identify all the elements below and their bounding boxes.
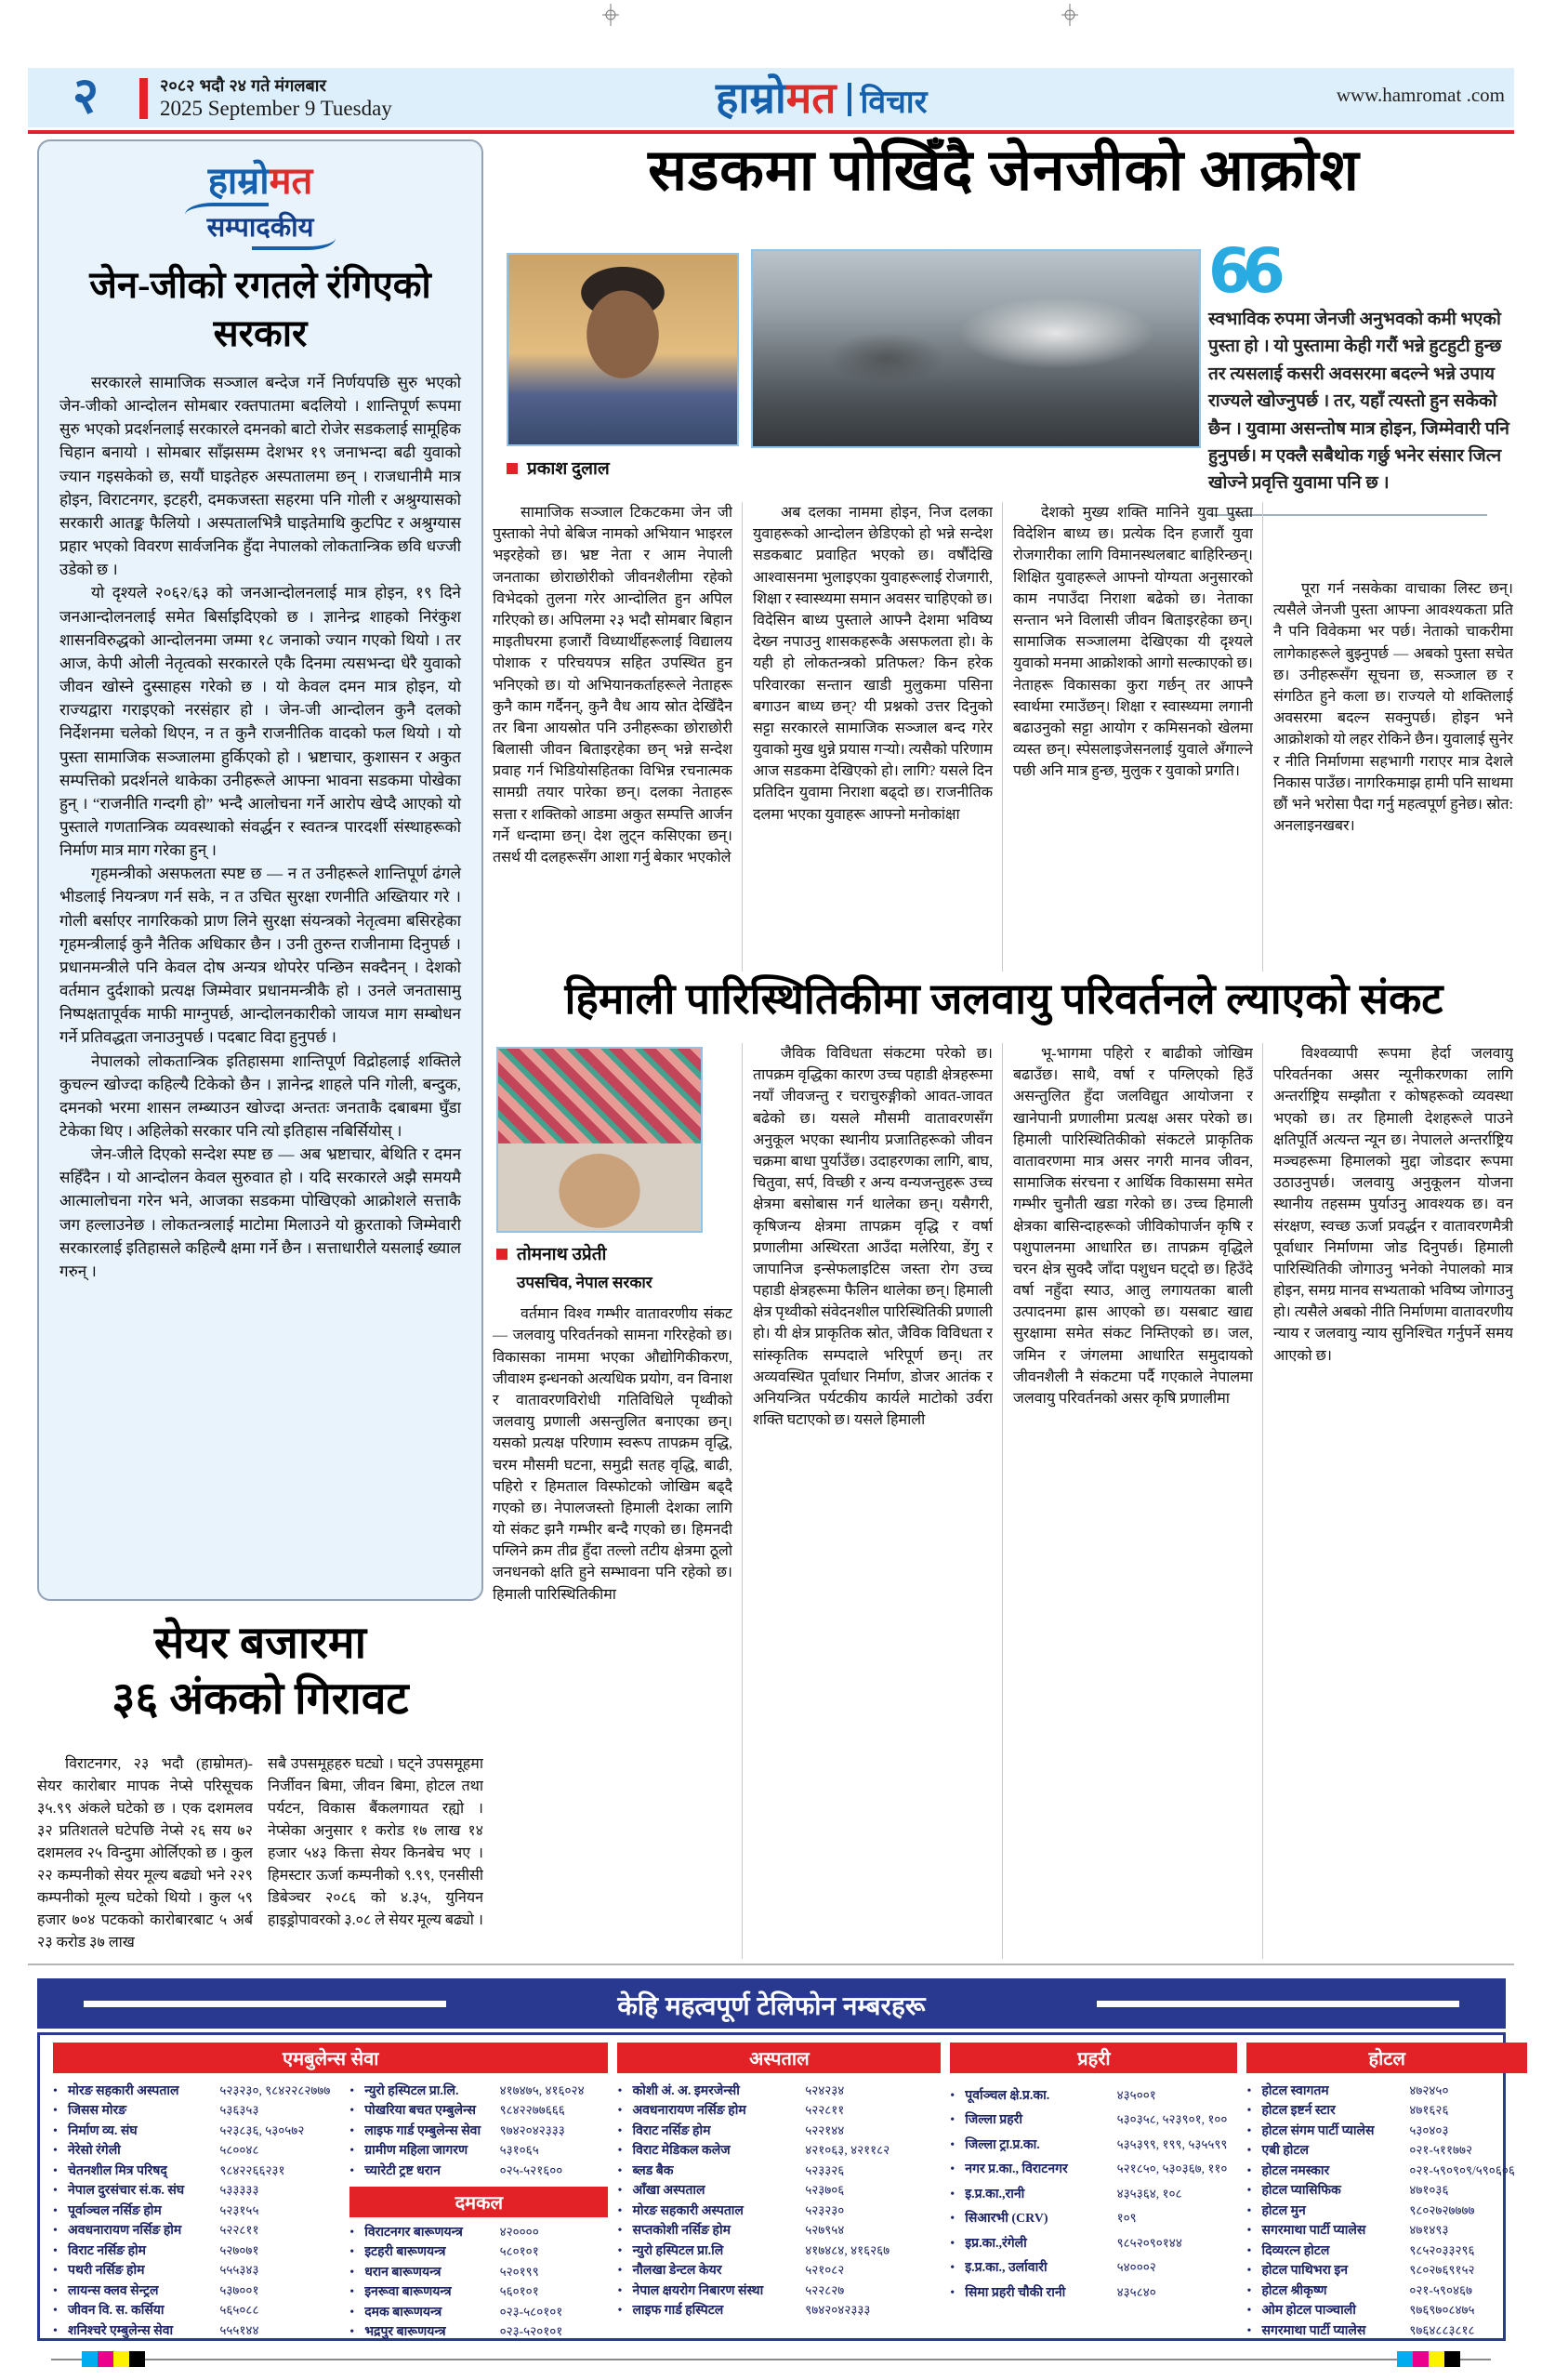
- editorial-paragraph: नेपालको लोकतान्त्रिक इतिहासमा शान्तिपूर्ण विद्रोहलाई शक्तिले कुचल्न खोज्दा कहिल्यै टिकेको छैन । ज्ञानेन्द्र शाहले पनि गोली, बन्दुक, दमनको भरमा शासन लम्ब्याउन खोज्दा अन्ततः जनताकै दबाबमा घुँडा टेकेका थिए । अहिलेको सरकार पनि त्यो इतिहास नबिर्सियोस् ।: [59, 1051, 461, 1140]
- phone-entry: • निर्माण व्य. संघ ५२३८३६, ५३०५७२: [53, 2122, 305, 2138]
- phone-entry: • होटल इष्टर्न स्टार ४७१६२६: [1246, 2103, 1449, 2118]
- phone-entry: • होटल प्यासिफिक ४७१०३६: [1246, 2183, 1449, 2198]
- header-red-bar: [139, 78, 148, 119]
- editorial-title: जेन-जीको रगतले रंगिएको सरकार: [89, 264, 431, 354]
- phone-entry: • पूर्वाञ्चल क्षे.प्र.का. ४३५००१: [950, 2087, 1156, 2103]
- phone-entry: • दिव्यरत्न होटल ९८५२०३३२९६: [1246, 2242, 1475, 2258]
- date-english: 2025 September 9 Tuesday: [160, 97, 392, 120]
- phone-entry: • जिल्ला प्रहरी ५३०३५८, ५२३९०१, १००: [950, 2112, 1228, 2127]
- quote-text: स्वभाविक रुपमा जेनजी अनुभवको कमी भएको पुस्ता हो । यो पुस्तामा केही गरौं भन्ने हुटहुटी हुन्छ तर त्यसलाई कसरी अवसरमा बदल्ने भन्ने उपाय राज्यले खोज्नुपर्छ । तर, यहाँ त्यस्तो हुन सकेको छैन । युवामा असन्तोष मात्र होइन, जिम्मेवारी पनि हुनुपर्छ। म एक्लै सबैथोक गर्छु भनेर संसार जित्न खोज्ने प्रवृत्ति युवामा पनि छ ।: [1208, 309, 1509, 494]
- author-photo-prakash: [507, 253, 739, 446]
- phone-entry: • मोरङ सहकारी अस्पताल ५२३२३०: [617, 2202, 845, 2218]
- phone-entry: • होटल मुन ९८०२७२७७७७: [1246, 2202, 1475, 2218]
- share-column-2: सबै उपसमूहहरु घट्यो । घट्ने उपसमूहमा निर्जीवन बिमा, जीवन बिमा, होटल तथा पर्यटन, विकास बैंकलगायत रह्यो । नेप्सेका अनुसार १ करोड १७ लाख १४ हजार ५४३ कित्ता सेयर किनबेच भए । हिमस्टार ऊर्जा कम्पनीको ९.९९, एनसीसी डिबेञ्चर २०८६ को ४.३५, युनियन हाइड्रोपावरको ३.०८ ले सेयर मूल्य बढ्यो ।: [268, 1756, 483, 1928]
- share-headline-line1: सेयर बजारमा: [153, 1619, 367, 1668]
- masthead-part1: हाम्रो: [716, 73, 786, 122]
- hotel-list: [1246, 2079, 1526, 2343]
- phone-entry: • कोशी अं. अ. इमरजेन्सी ५२४२३४: [617, 2082, 845, 2098]
- fire-list: [349, 2223, 608, 2341]
- editorial-paragraph: यो दृश्यले २०६२/६३ को जनआन्दोलनलाई मात्र होइन, १९ दिने जनआन्दोलनलाई समेत बिर्साइदिएको छ । ज्ञानेन्द्र शाहको निरंकुश शासनविरुद्धको आन्दोलनमा जम्मा १८ जनाको ज्यान गएको थियो । तर आज, केपी ओली नेतृत्वको सरकारले एकै दिनमा त्यसभन्दा धेरै युवाको जीवन खोस्ने दुस्साहस गरेको छ । यो केवल दमन मात्र होइन, यो राज्यद्वारा गराइएको नरसंहार हो । जेन-जी आन्दोलन कुनै दलको निर्देशनमा चलेको थिएन, न त कुनै राजनीतिक वादको फल थियो । यो पुस्ता सामाजिक सञ्जालमा हुर्किएको हो । भ्रष्टाचार, कुशासन र अकुत सम्पत्तिको प्रदर्शनले थाकेका उनीहरूले आफ्ना भावना सडकमा पोखेका हुन् । “राजनीति गन्दगी हो” भन्दै आलोचना गर्ने आरोप खेप्दै आएको यो पुस्ताले गणतान्त्रिक व्यवस्थाको संवर्द्धन र स्वतन्त्र पारदर्शी संस्थाहरूको निर्माण मात्र माग गरेका हुन् ।: [59, 584, 461, 860]
- author-photo-somnath: [496, 1047, 703, 1233]
- phone-entry: • इटहरी बारूणयन्त्र ५८०१०१: [349, 2244, 539, 2259]
- phone-table-titlebar: [37, 1978, 1506, 2029]
- author-name: तोमनाथ उप्रेती: [517, 1245, 607, 1264]
- title-dash: [1097, 2001, 1459, 2007]
- column-rule: [1262, 1043, 1263, 1959]
- phone-entry: • होटल नमस्कार ०२१-५९०९०९/५९०६०६: [1246, 2162, 1515, 2178]
- phone-entry: • सप्तकोशी नर्सिङ होम ५२७९५४: [617, 2223, 845, 2238]
- share-article-body: [37, 1753, 483, 1962]
- editorial-logo-part1: हाम्रो: [207, 161, 270, 202]
- phone-entry: • ब्लड बैक ५२३३२६: [617, 2162, 845, 2178]
- editorial-paragraph: सरकारले सामाजिक सञ्जाल बन्देज गर्ने निर्णयपछि सुरु भएको जेन-जीको आन्दोलन सोमबार रक्तपातमा बदलियो । शान्तिपूर्ण रूपमा सुरु भएको प्रदर्शनलाई सरकारले दमनको बाटो रोजेर सडकलाई सामूहिक चिहान बनायो । सोमबार साँझसम्म देशभर १९ जनाभन्दा बढी युवाको ज्यान गइसकेको छ, सयौं घाइतेहरु अस्पतालमा छन् । राजधानीमै मात्र होइन, विराटनगर, इटहरी, दमकजस्ता सहरमा पनि गोली र अश्रुग्यासको सरकारी आतङ्क फैलियो । अस्पतालभित्रै घाइतेमाथि कुटपिट र अश्रुग्यास प्रहार भएको विवरण सार्वजनिक हुँदा नेपालको लोकतान्त्रिक छवि धज्जी उडेको छ ।: [59, 374, 461, 579]
- header-hospital: अस्पताल: [617, 2043, 941, 2073]
- date-nepali: २०८२ भदौ २४ गते मंगलबार: [160, 76, 326, 95]
- header-rule: [28, 130, 1514, 134]
- phone-entry: • सगरमाथा पार्टी प्यालेस ४७१४९३: [1246, 2223, 1449, 2238]
- phone-entry: • शनिश्चरे एम्बुलेन्स सेवा ५५५१४४: [53, 2322, 259, 2338]
- phone-entry: • सिमा प्रहरी चौकी रानी ४३५८४०: [950, 2284, 1156, 2300]
- lead-column-2: अब दलका नाममा होइन, निज दलका युवाहरूको आन्दोलन छेडिएको हो भन्ने सन्देश सडकबाट प्रवाहित भएको छ। वर्षौंदेखि आश्वासनमा भुलाइएका युवाहरूलाई रोजगारी, शिक्षा र स्वास्थ्यमा समान अवसर चाहिएको छ। विदेसिन बाध्य पुस्ताले आफ्नै देशमा भविष्य देख्न नपाउनु शासकहरूकै असफलता हो। के यही हो लोकतन्त्रको प्रतिफल? किन हरेक परिवारका सन्तान खाडी मुलुकमा पसिना बगाउन बाध्य छन्? यी प्रश्नको उत्तर दिनुको सट्टा सरकारले सामाजिक सञ्जाल बन्द गरेर युवाको मुख थुन्ने प्रयास गऱ्यो। त्यसैको परिणाम आज सडकमा देखिएको हो। लागि? यसले दिन प्रतिदिन युवामा निराशा बढ्दो छ। राजनीतिक दलमा भएका युवाहरू आफ्नो मनोकांक्षा: [753, 505, 993, 823]
- column-rule: [1002, 1043, 1003, 1959]
- editorial-box: [37, 139, 483, 1601]
- share-column-1: विराटनगर, २३ भदौ (हाम्रोमत)- सेयर कारोबार मापक नेप्से परिसूचक ३५.९९ अंकले घटेको छ । एक दशमलव ३२ प्रतिशतले घटेपछि नेप्से २६ सय ७२ दशमलव २५ विन्दुमा ओर्लिएको छ । कुल २२ कम्पनीको सेयर मूल्य बढ्यो भने २२९ कम्पनीको मूल्य घटेको थियो । कुल ५९ हजार ७०४ पटकको कारोबारबाट ५ अर्ब २३ करोड ३७ लाख: [37, 1756, 253, 1950]
- editorial-paragraph: गृहमन्त्रीको असफलता स्पष्ट छ — न त उनीहरूले शान्तिपूर्ण ढंगले भीडलाई नियन्त्रण गर्न सके, न त उचित सुरक्षा रणनीति अख्तियार गरे । गोली बर्साएर नागरिकको प्राण लिने सुरक्षा संयन्त्रको नेतृत्वमा बसिरहेका गृहमन्त्रीलाई कुनै नैतिक अधिकार छैन । उनी तुरुन्त राजीनामा दिनुपर्छ । प्रधानमन्त्रीले पनि केवल दोष अन्यत्र थोपरेर पन्छिन सक्दैनन् । देशको वर्तमान दुर्दशाको प्रत्यक्ष जिम्मेवार प्रधानमन्त्रीकै हो । उनले जनतासामु निष्पक्षतापूर्वक माफी माग्नुपर्छ, आन्दोलनकारीको जायज माग सम्बोधन गर्ने प्रतिवद्धता जनाउनुपर्छ । पदबाट विदा हुनुपर्छ ।: [59, 865, 461, 1047]
- byline-prakash: [507, 456, 739, 480]
- byline-somnath: [496, 1242, 732, 1268]
- climate-column-3: भू-भागमा पहिरो र बाढीको जोखिम बढाउँछ। साथै, वर्षा र पग्लिएको हिउँ असन्तुलित हुँदा जलविद्युत आयोजना र खानेपानी प्रणालीमा प्रत्यक्ष असर परेको छ। हिमाली पारिस्थितिकीको संकटले प्राकृतिक वातावरणमा मात्र असर नगरी मानव जीवन, सामाजिक संरचना र आर्थिक विकासमा समेत गम्भीर चुनौती खडा गरेको छ। उच्च हिमाली क्षेत्रका बासिन्दाहरूको जीविकोपार्जन कृषि र पशुपालनमा आधारित छ। तापक्रम वृद्धिले चरन क्षेत्र सुक्दै जाँदा पशुधन घट्दो छ। हिउँदे वर्षा नहुँदा स्याउ, आलु लगायतका बाली उत्पादनमा ह्रास आएको छ। यसबाट खाद्य सुरक्षामा समेत संकट निम्तिएको छ। जल, जमिन र जंगलमा आधारित समुदायको जीवनशैली नै संकटमा पर्दै गएकाले नेपालमा जलवायु परिवर्तनको असर कृषि प्रणालीमा: [1013, 1046, 1253, 1407]
- lead-headline: सडकमा पोखिँदै जेनजीको आक्रोश: [648, 139, 1360, 203]
- phone-entry: • सगरमाथा पार्टी प्यालेस ९७६४८८३८१८: [1246, 2322, 1475, 2338]
- climate-headline: हिमाली पारिस्थितिकीमा जलवायु परिवर्तनले ल्याएको संकट: [564, 975, 1443, 1023]
- page-number: २: [72, 68, 99, 124]
- quote-icon: 66: [1208, 235, 1277, 307]
- climate-column-4: विश्वव्यापी रूपमा हेर्दा जलवायु परिवर्तनका असर न्यूनीकरणका लागि अन्तर्राष्ट्रिय सम्झौता र कोषहरूको व्यवस्था भएको छ। तर हिमाली देशहरूले पाउने क्षतिपूर्ति अत्यन्त न्यून छ। नेपालले अन्तर्राष्ट्रिय मञ्चहरूमा हिमालको मुद्दा जोडदार रूपमा उठाउनुपर्छ। जलवायु अनुकूलन योजना स्थानीय तहसम्म पुर्याउनु आवश्यक छ। वन संरक्षण, स्वच्छ ऊर्जा प्रवर्द्धन र वातावरणमैत्री पूर्वाधार निर्माणमा जोड दिनुपर्छ। हिमाली पारिस्थितिकी जोगाउनु भनेको नेपालको मात्र होइन, समग्र मानव सभ्यताको भविष्य जोगाउनु हो। त्यसैले अबको नीति निर्माणमा वातावरणीय न्याय र जलवायु न्याय सुनिश्चित गर्नुपर्ने समय आएको छ।: [1273, 1046, 1513, 1364]
- masthead-logo: [716, 74, 928, 122]
- phone-entry: • दमक बारूणयन्त्र ०२३-५८०१०१: [349, 2304, 563, 2320]
- phone-entry: • विराट मेडिकल कलेज ४२१०६३, ४२११८२: [617, 2143, 890, 2158]
- phone-entry: • सिआरभी (CRV) १०९: [950, 2211, 1137, 2226]
- author-name: प्रकाश दुलाल: [527, 459, 610, 479]
- phone-entry: • मोरङ सहकारी अस्पताल ५२३२३०, ९८४२२८२७७७: [53, 2082, 331, 2098]
- lead-column-4: पूरा गर्न नसकेका वाचाका लिस्ट छन्। त्यसैले जेनजी पुस्ता आफ्ना आवश्यकता प्रति नै पनि विवेकमा भर पर्छ। नेताको चाकरीमा लागेकाहरूले बुझ्नुपर्छ — अबको पुस्ता सचेत छ। उनीहरूसँग सूचना छ, सञ्जाल छ र संगठित हुने कला छ। राज्यले यो शक्तिलाई अवसरमा बदल्न सक्नुपर्छ। होइन भने आक्रोशको यो लहर रोकिने छैन। युवालाई सुनेर र नीति निर्माणमा सहभागी गराएर मात्र देशले निकास पाउँछ। नागरिकमाझ हामी पनि साथमा छौं भने भरोसा पैदा गर्नु महत्वपूर्ण हुनेछ। स्रोत: अनलाइनखबर।: [1273, 581, 1513, 835]
- phone-entry: • चेतनशील मित्र परिषद् ९८४२२६६२३१: [53, 2162, 285, 2178]
- ambulance-list-1: [53, 2079, 340, 2343]
- protest-photo: [751, 249, 1201, 448]
- lead-column-1: सामाजिक सञ्जाल टिकटकमा जेन जी पुस्ताको नेपो बेबिज नामको अभियान भाइरल भइरहेको छ। भ्रष्ट नेता र आम नेपाली जनताका छोराछोरीको जीवनशैलीमा रहेको विभेदको तुलना गरेर आन्दोलित हुन अपिल गरिएको छ। अपिलमा २३ भदौ सोमबार बिहान माइतीघरमा हजारौं विध्यार्थीहरूलाई विद्यालय पोशाक र परिचयपत्र सहित उपस्थित हुन भनिएको छ। यो अभियानकर्ताहरूले नेताहरू कुनै काम गर्दैनन्, कुनै वैध आय स्रोत देखिँदैन तर बिना आयस्रोत पनि उनीहरूका छोराछोरी बिलासी जीवन बिताइरहेका छन् भन्ने सन्देश प्रवाह गर्न भिडियोसहितका विभिन्न रचनात्मक सामग्री तयार पारेका छन्। दलका नेताहरू सत्ता र शक्तिको आडमा अकुत सम्पत्ति आर्जन गर्ने धन्दामा छन्। देश लुट्न कसिएका छन्। तसर्थ यी दलहरूसँग आशा गर्नु बेकार भएकोले: [493, 505, 732, 866]
- website-url[interactable]: www.hamromat .com: [1336, 84, 1505, 106]
- phone-entry: • विराट नर्सिङ होम ५२२१४४: [617, 2122, 845, 2138]
- phone-entry: • नगर प्र.का., विराटनगर ५२१८५०, ५३०३६७, ११०: [950, 2162, 1228, 2176]
- phone-entry: • लाइफ गार्ड एम्बुलेन्स सेवा ९७४२०४२३३३: [349, 2122, 565, 2138]
- phone-entry: • इ.प्र.का., उर्लावारी ५४०००२: [950, 2260, 1156, 2275]
- phone-entry: • लाइफ गार्ड हस्पिटल ९७४२०४२३३३: [617, 2303, 871, 2318]
- phone-entry: • विराटनगर बारूणयन्त्र ४२००००: [349, 2224, 539, 2240]
- share-headline-line2: ३६ अंकको गिरावट: [112, 1674, 409, 1724]
- climate-column-1: [493, 1043, 732, 1959]
- registration-colors-left: [82, 2351, 145, 2367]
- section-label: विचार: [860, 85, 928, 120]
- masthead-part2: मत: [785, 73, 837, 122]
- author-designation: उपसचिव, नेपाल सरकार: [517, 1273, 652, 1291]
- phone-entry: • होटल श्रीकृष्ण ०२१-५९०४६७: [1246, 2282, 1473, 2298]
- phone-entry: • भद्रपुर बारूणयन्त्र ०२३-५२०१०१: [349, 2324, 563, 2339]
- column-rule: [742, 502, 743, 972]
- phone-entry: • नौलखा डेन्टल केयर ५२१०८२: [617, 2263, 845, 2278]
- header-ambulance: एमबुलेन्स सेवा: [53, 2043, 608, 2073]
- phone-entry: • पथरी नर्सिङ होम ५५५३४३: [53, 2263, 259, 2278]
- crop-mark-icon: [1061, 4, 1078, 26]
- column-rule: [742, 1043, 743, 1959]
- phone-entry: • पूर्वाञ्चल नर्सिङ होम ५२३१५५: [53, 2202, 259, 2218]
- section-divider: [28, 1964, 1514, 1965]
- editorial-logo-part2: मत: [269, 161, 313, 202]
- hospital-list: [617, 2079, 941, 2343]
- editorial-body: [59, 371, 461, 1283]
- phone-entry: • इनरूवा बारूणयन्त्र ५६०१०१: [349, 2284, 539, 2299]
- phone-entry: • लायन्स क्लव सेन्ट्रल ५३७००१: [53, 2282, 259, 2298]
- phone-entry: • अवधनारायण नर्सिङ होम ५२२८११: [617, 2103, 845, 2118]
- crop-mark-icon: [602, 4, 619, 26]
- lead-column-3: देशको मुख्य शक्ति मानिने युवा पुस्ता विदेशिन बाध्य छ। प्रत्येक दिन हजारौं युवा रोजगारीका लागि विमानस्थलबाट बाहिरिन्छन्। शिक्षित युवाहरूले आफ्नो योग्यता अनुसारको काम नपाउँदा निराशा बढेको छ। नेताका सन्तान भने विलासी जीवन बिताइरहेका छन्। सामाजिक सञ्जालमा देखिएका यी दृश्यले युवाको मनमा आक्रोशको आगो सल्काएको छ। नेताहरू विकासका कुरा गर्छन् तर आफ्नै स्वार्थमा रमाउँछन्। शिक्षा र स्वास्थ्यमा लगानी बढाउनुको सट्टा आयोग र कमिसनको खेलमा व्यस्त छन्। स्पेसलाइजेसनलाई युवाले अँगाल्ने पछी अनि मात्र हुन्छ, मुलुक र युवाको प्रगति।: [1013, 505, 1253, 780]
- editorial-logo: [59, 162, 461, 201]
- ambulance-list-2: [349, 2079, 608, 2343]
- phone-entry: • अवधनारायण नर्सिङ होम ५२२८११: [53, 2223, 259, 2238]
- phone-entry: • पोखरिया बचत एम्बुलेन्स ९८४२२७७६६६: [349, 2103, 565, 2118]
- pull-quote: [1208, 235, 1515, 516]
- registration-line: [51, 2359, 1491, 2360]
- phone-entry: • नेरेसो रंगेली ५८००४८: [53, 2143, 259, 2158]
- byline-bullet: [507, 463, 518, 474]
- phone-entry: • ओम होटल पाञ्चाली ९७६९७०८४७५: [1246, 2303, 1475, 2318]
- phone-entry: • होटल स्वागतम ४७२४५०: [1246, 2082, 1449, 2098]
- phone-entry: • विराट नर्सिङ होम ५२७०७१: [53, 2242, 259, 2258]
- phone-entry: • न्युरो हस्पिटल प्रा.लि ४१७४८४, ४१६२६७: [617, 2242, 890, 2258]
- editorial-paragraph: जेन-जीले दिएको सन्देश स्पष्ट छ — अब भ्रष्टाचार, बेथिति र दमन सहिँदैन । यो आन्दोलन केवल सुरुवात हो । यदि सरकारले अझै समयमै आत्मालोचना गरेन भने, आजका सडकमा पोखिएको आक्रोशले सत्ताकै जग हल्लाउनेछ । लोकतन्त्रलाई माटोमा मिलाउने यो क्रुरताको जिम्मेवारी सरकारलाई इतिहासले कहिल्यै क्षमा गर्ने छैन । सत्ताधारीले यसलाई ख्याल गरुन् ।: [59, 1145, 461, 1280]
- header-police: प्रहरी: [950, 2043, 1237, 2073]
- phone-entry: • जिसस मोरङ ५३६३५३: [53, 2103, 259, 2118]
- byline-bullet: [496, 1249, 507, 1260]
- climate-column-2: जैविक विविधता संकटमा परेको छ। तापक्रम वृद्धिका कारण उच्च पहाडी क्षेत्रहरूमा नयाँ जीवजन्तु र चराचुरुङ्गीको आवत-जावत बढेको छ। यसले मौसमी वातावरणसँग अनुकूल भएका स्थानीय प्रजातिहरूको जीवन चक्रमा बाधा पुर्याउँछ। उदाहरणका लागि, बाघ, चितुवा, सर्प, विच्छी र अन्य वन्यजन्तुहरू उच्च क्षेत्रमा बसोबास गर्न थालेका छन्। यसैगरी, कृषिजन्य क्षेत्रमा तापक्रम वृद्धि र वर्षा प्रणालीमा अस्थिरता आउँदा मलेरिया, डेंगु र जापानिज इन्सेफलाइटिस जस्ता रोग उच्च पहाडी क्षेत्रहरूमा फैलिन थालेका छन्। हिमाली क्षेत्र पृथ्वीको संवेदनशील पारिस्थितिकी प्रणाली हो। यी क्षेत्र प्राकृतिक स्रोत, जैविक विविधता र सांस्कृतिक सम्पदाले भरिपूर्ण छन्। तर अव्यवस्थित पूर्वाधार निर्माण, डोजर आतंक र अनियन्त्रित पर्यटकीय कार्यले माटोको उर्वरा शक्ति घटाएको छ। यसले हिमाली: [753, 1046, 993, 1429]
- phone-entry: • जिल्ला ट्रा.प्र.का. ५३५३९९, १९९, ५३५५९९: [950, 2136, 1228, 2152]
- phone-entry: • ग्रामीण महिला जागरण ५३१०६५: [349, 2143, 539, 2158]
- share-headline: [37, 1616, 483, 1727]
- phone-entry: • होटल पाथिभरा इन ९८०२७६९१५२: [1246, 2263, 1475, 2278]
- phone-entry: • इ.प्र.का.,रानी ४३५३६४, १०८: [950, 2186, 1182, 2202]
- phone-entry: • नेपाल क्षयरोग निबारण संस्था ५२२८२७: [617, 2282, 845, 2298]
- phone-table-title: केहि महत्वपूर्ण टेलिफोन नम्बरहरू: [617, 1991, 926, 2020]
- phone-entry: • आँखा अस्पताल ५२३७०६: [617, 2183, 845, 2198]
- phone-entry: • धरान बारूणयन्त्र ५२०१९९: [349, 2264, 539, 2280]
- column-rule: [1262, 502, 1263, 972]
- phone-entry: • जीवन वि. स. कर्सिया ५६५०८८: [53, 2303, 259, 2318]
- editorial-kicker: सम्पादकीय: [198, 206, 323, 246]
- climate-column-1-text: वर्तमान विश्व गम्भीर वातावरणीय संकट — जलवायु परिवर्तनको सामना गरिरहेको छ। विकासका नाममा भएका औद्योगिकीकरण, जीवाश्म इन्धनको अत्यधिक प्रयोग, वन विनाश र वातावरणविरोधी गतिविधिले पृथ्वीको जलवायु प्रणाली असन्तुलित बनाएका छन्। यसको प्रत्यक्ष परिणाम स्वरूप तापक्रम वृद्धि, चरम मौसमी घटना, समुद्री सतह वृद्धि, बाढी, पहिरो र हिमताल विस्फोटको जोखिम बढ्दै गएको छ। नेपालजस्तो हिमाली देशका लागि यो संकट झनै गम्भीर बन्दै गएको छ। हिमनदी पग्लिने क्रम तीव्र हुँदा तल्लो तटीय क्षेत्रमा ठूलो जनधनको क्षति हुने सम्भावना पनि रहेको छ। हिमाली पारिस्थितिकीमा: [493, 1306, 732, 1603]
- registration-colors-right: [1397, 2351, 1460, 2367]
- header-hotel: होटल: [1246, 2043, 1526, 2073]
- header-fire: दमकल: [349, 2187, 608, 2217]
- phone-entry: • एबी होटल ०२१-५११७७२: [1246, 2143, 1473, 2158]
- police-list: [950, 2079, 1237, 2343]
- phone-entry: • च्यारेटी ट्रष्ट धरान ०२५-५२१६००: [349, 2162, 563, 2178]
- phone-table: [37, 2032, 1515, 2341]
- masthead-divider: [848, 83, 851, 116]
- phone-entry: • नेपाल दुरसंचार सं.क. संघ ५३३३३३: [53, 2183, 259, 2198]
- phone-entry: • इप्र.का.,रंगेली ९८५२०९०१४४: [950, 2235, 1182, 2251]
- phone-entry: • न्युरो हस्पिटल प्रा.लि. ४१७४७५, ४१६०२४: [349, 2082, 585, 2098]
- date-block: [160, 74, 392, 121]
- column-rule: [1002, 502, 1003, 972]
- phone-entry: • होटल संगम पार्टी प्यालेस ५३०४०३: [1246, 2122, 1449, 2138]
